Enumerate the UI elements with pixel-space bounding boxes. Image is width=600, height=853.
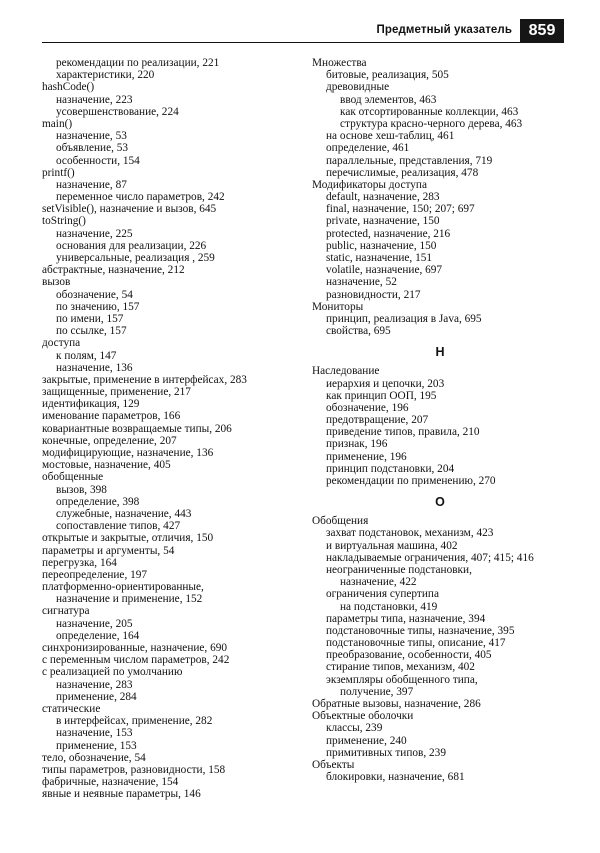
index-subentry: обозначение, 54	[56, 288, 133, 301]
index-subentry: подстановочные типы, описание, 417	[326, 637, 506, 650]
index-subentry: protected, назначение, 216	[326, 227, 451, 240]
index-subentry: по значению, 157	[56, 300, 140, 313]
index-entry: Наследование	[312, 365, 380, 378]
section-letter: Н	[435, 345, 445, 360]
index-entry: платформенно-ориентированные,	[42, 581, 204, 594]
index-subentry: по имени, 157	[56, 312, 124, 325]
index-entry: Объектные оболочки	[312, 710, 414, 723]
index-subentry: получение, 397	[340, 685, 414, 698]
index-subentry: неограниченные подстановки,	[326, 563, 472, 576]
index-subentry: к полям, 147	[56, 349, 117, 362]
index-subentry: по ссылке, 157	[56, 325, 127, 338]
index-subentry: параллельные, представления, 719	[326, 154, 493, 167]
index-entry: фабричные, назначение, 154	[42, 776, 179, 789]
section-letter: О	[435, 495, 445, 510]
index-subentry: назначение, 52	[326, 276, 397, 289]
index-entry: Модификаторы доступа	[312, 178, 427, 191]
index-entry: Мониторы	[312, 300, 364, 313]
index-subentry: public, назначение, 150	[326, 239, 437, 252]
index-entry: синхронизированные, назначение, 690	[42, 642, 228, 654]
index-subentry: как принцип ООП, 195	[326, 389, 437, 402]
index-entry: статические	[42, 702, 101, 715]
index-subentry: final, назначение, 150; 207; 697	[326, 203, 475, 216]
index-entry: закрытые, применение в интерфейсах, 283	[42, 373, 247, 386]
index-entry: Объекты	[312, 758, 355, 771]
index-subentry: назначение, 53	[56, 130, 127, 143]
index-entry: Множества	[312, 57, 367, 69]
index-subentry: на подстановки, 419	[340, 600, 438, 613]
index-entry: main()	[42, 117, 73, 130]
index-subentry: private, назначение, 150	[326, 215, 440, 228]
index-subentry: назначение, 422	[340, 576, 417, 589]
index-entry: именование параметров, 166	[42, 410, 181, 423]
index-subentry: назначение и применение, 152	[56, 593, 203, 606]
index-subentry: рекомендации по реализации, 221	[56, 57, 220, 69]
index-subentry: классы, 239	[326, 722, 383, 735]
index-subentry: признак, 196	[326, 438, 388, 451]
index-entry: параметры и аргументы, 54	[42, 544, 175, 557]
index-subentry: захват подстановок, механизм, 423	[326, 527, 494, 540]
index-subentry: применение, 153	[56, 739, 137, 752]
index-subentry: и виртуальная машина, 402	[326, 539, 458, 552]
index-subentry: в интерфейсах, применение, 282	[56, 715, 213, 728]
index-subentry: определение, 164	[56, 629, 140, 642]
index-subentry: параметры типа, назначение, 394	[326, 612, 486, 625]
index-subentry: static, назначение, 151	[326, 252, 433, 264]
index-subentry: сопоставление типов, 427	[56, 520, 181, 533]
index-subentry: стирание типов, механизм, 402	[326, 661, 475, 674]
index-subentry: как отсортированные коллекции, 463	[340, 105, 519, 118]
index-entry: printf()	[42, 166, 75, 179]
index-subentry: назначение, 225	[56, 227, 133, 240]
index-subentry: применение, 284	[56, 690, 137, 703]
index-subentry: назначение, 87	[56, 178, 127, 191]
index-subentry: применение, 240	[326, 734, 407, 747]
index-subentry: предотвращение, 207	[326, 414, 429, 427]
index-subentry: рекомендации по применению, 270	[326, 475, 496, 487]
index-entry: Обратные вызовы, назначение, 286	[312, 698, 481, 710]
index-entry: с реализацией по умолчанию	[42, 666, 183, 679]
index-subentry: определение, 461	[326, 142, 410, 155]
index-entry: идентификация, 129	[42, 398, 140, 411]
index-subentry: преобразование, особенности, 405	[326, 649, 492, 662]
index-subentry: ограничения супертипа	[326, 588, 439, 601]
index-subentry: объявление, 53	[56, 142, 129, 155]
index-subentry: назначение, 205	[56, 617, 133, 630]
index-subentry: вызов, 398	[56, 483, 107, 496]
index-subentry: переменное число параметров, 242	[56, 191, 225, 204]
index-subentry: на основе хеш-таблиц, 461	[326, 130, 455, 143]
index-subentry: применение, 196	[326, 450, 407, 463]
index-subentry: особенности, 154	[56, 154, 140, 167]
index-subentry: универсальные, реализация , 259	[56, 252, 215, 264]
index-subentry: ввод элементов, 463	[340, 93, 437, 106]
index-column-right	[312, 57, 568, 783]
index-column-left	[42, 57, 298, 800]
index-entry: toString()	[42, 215, 86, 228]
index-entry: setVisible(), назначение и вызов, 645	[42, 203, 217, 216]
index-subentry: назначение, 153	[56, 727, 133, 740]
index-entry: hashCode()	[42, 81, 95, 94]
index-subentry: default, назначение, 283	[326, 191, 440, 204]
index-entry: сигнатура	[42, 605, 90, 618]
index-subentry: разновидности, 217	[326, 288, 421, 301]
index-entry: конечные, определение, 207	[42, 434, 177, 447]
index-entry: явные и неявные параметры, 146	[42, 788, 201, 801]
index-subentry: принцип подстановки, 204	[326, 462, 455, 475]
index-subentry: битовые, реализация, 505	[326, 69, 449, 82]
index-subentry: принцип, реализация в Java, 695	[326, 312, 482, 325]
index-entry: модифицирующие, назначение, 136	[42, 447, 214, 459]
running-header-title: Предметный указатель	[376, 24, 512, 36]
index-subentry: усовершенствование, 224	[56, 105, 179, 118]
index-entry: обобщенные	[42, 471, 104, 484]
index-subentry: структура красно-черного дерева, 463	[340, 117, 523, 130]
index-subentry: примитивных типов, 239	[326, 746, 446, 759]
index-subentry: свойства, 695	[326, 325, 391, 338]
index-entry: Обобщения	[312, 515, 369, 528]
index-entry: перегрузка, 164	[42, 556, 117, 569]
index-subentry: перечислимые, реализация, 478	[326, 166, 479, 179]
index-subentry: volatile, назначение, 697	[326, 264, 443, 277]
index-subentry: накладываемые ограничения, 407; 415; 416	[326, 551, 534, 564]
index-entry: защищенные, применение, 217	[42, 386, 191, 399]
header-rule	[42, 42, 520, 43]
index-subentry: характеристики, 220	[56, 69, 155, 82]
index-entry: доступа	[42, 337, 81, 350]
index-subentry: назначение, 283	[56, 678, 133, 691]
index-subentry: основания для реализации, 226	[56, 239, 207, 252]
index-entry: переопределение, 197	[42, 568, 148, 581]
index-entry: вызов	[42, 276, 71, 289]
page-number-badge: 859	[520, 19, 564, 43]
index-entry: типы параметров, разновидности, 158	[42, 763, 226, 776]
index-subentry: служебные, назначение, 443	[56, 507, 192, 520]
index-subentry: иерархия и цепочки, 203	[326, 377, 445, 390]
index-subentry: древовидные	[326, 81, 390, 94]
index-subentry: определение, 398	[56, 495, 140, 508]
index-subentry: приведение типов, правила, 210	[326, 426, 480, 439]
index-subentry: экземпляры обобщенного типа,	[326, 673, 478, 686]
index-subentry: блокировки, назначение, 681	[326, 771, 465, 784]
index-subentry: назначение, 223	[56, 93, 133, 106]
index-entry: ковариантные возвращаемые типы, 206	[42, 422, 232, 435]
index-entry: абстрактные, назначение, 212	[42, 264, 185, 277]
index-subentry: обозначение, 196	[326, 401, 409, 414]
index-subentry: назначение, 136	[56, 361, 133, 374]
index-entry: тело, обозначение, 54	[42, 751, 146, 764]
index-entry: мостовые, назначение, 405	[42, 459, 171, 472]
index-entry: с переменным числом параметров, 242	[42, 654, 230, 667]
index-entry: открытые и закрытые, отличия, 150	[42, 532, 214, 545]
index-subentry: подстановочные типы, назначение, 395	[326, 624, 515, 637]
